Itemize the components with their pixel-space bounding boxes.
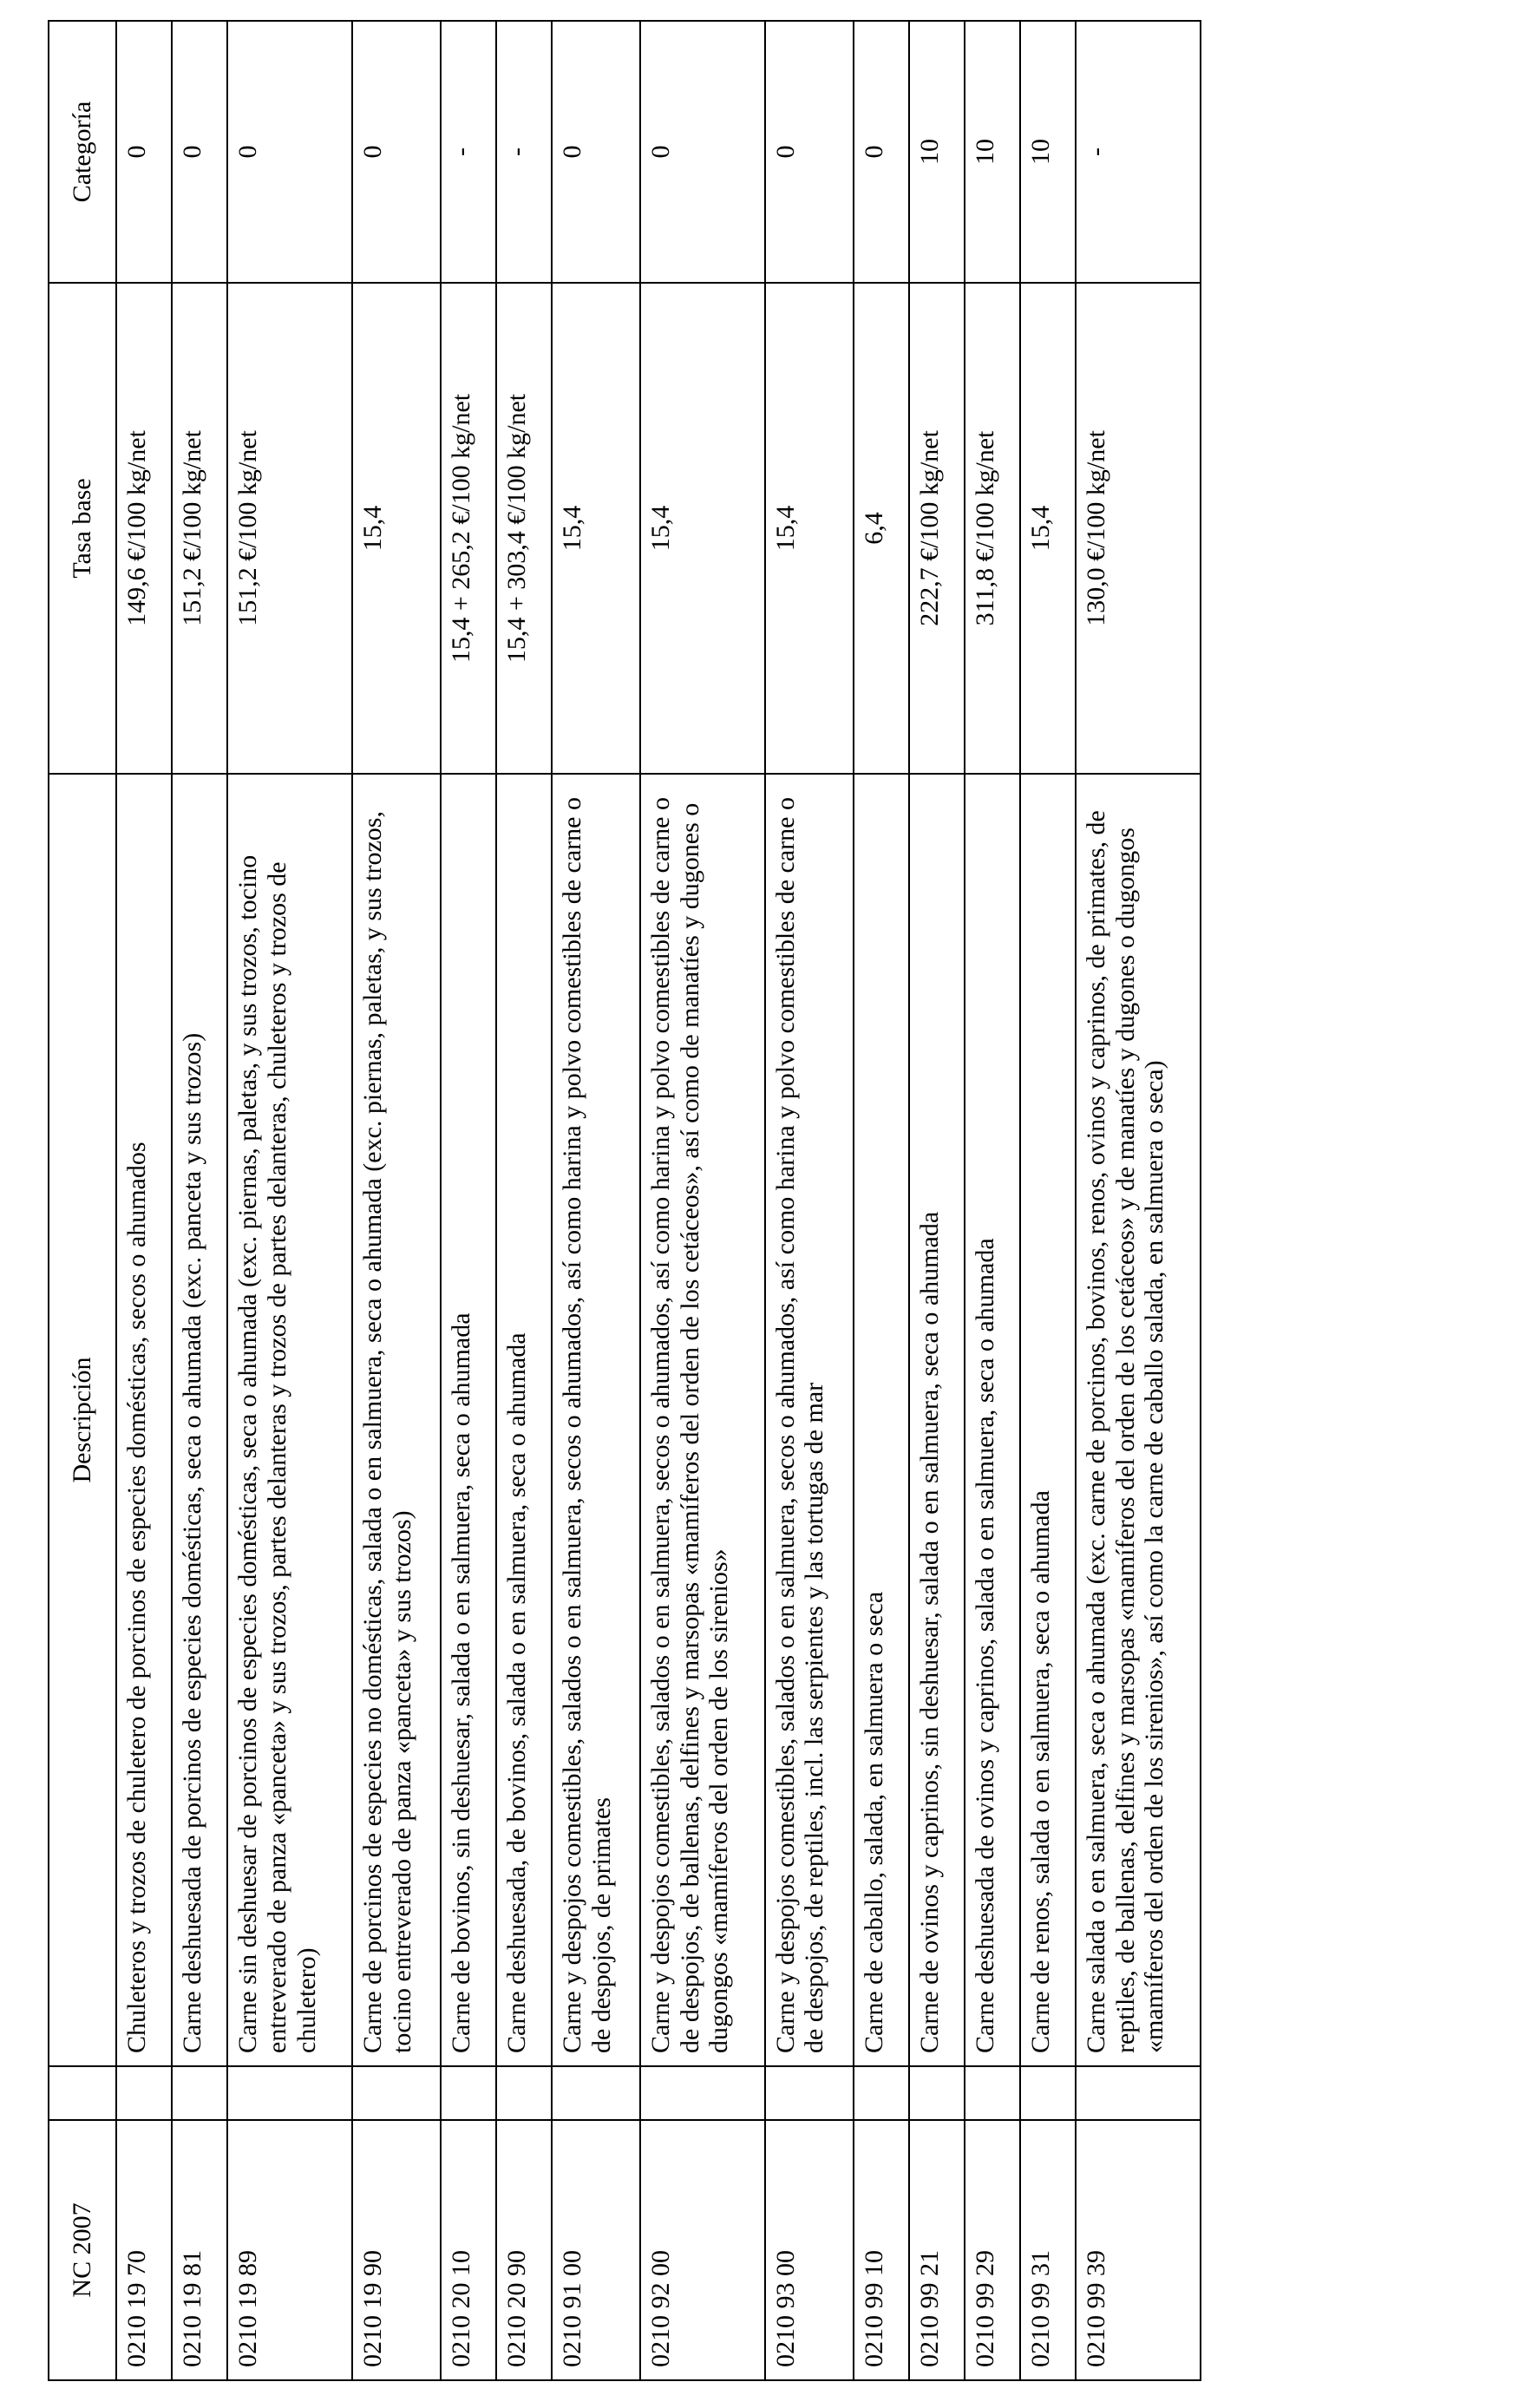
cell-code: 0210 91 00 (552, 2120, 640, 2380)
cell-rate: 15,4 (552, 283, 640, 774)
header-spacer (49, 2066, 116, 2120)
table-row (854, 21, 909, 2380)
cell-rate: 222,7 €/100 kg/net (909, 283, 965, 774)
table-header-row (49, 21, 116, 2380)
cell-category: 10 (965, 21, 1020, 283)
cell-rate: 151,2 €/100 kg/net (172, 283, 227, 774)
cell-rate: 15,4 (352, 283, 441, 774)
cell-rate: 15,4 + 265,2 €/100 kg/net (441, 283, 496, 774)
cell-code: 0210 19 70 (116, 2120, 172, 2380)
cell-spacer (1076, 2066, 1201, 2120)
cell-rate: 311,8 €/100 kg/net (965, 283, 1020, 774)
cell-category: 0 (172, 21, 227, 283)
cell-rate: 15,4 (765, 283, 854, 774)
table-row (909, 21, 965, 2380)
header-description: Descripción (49, 774, 116, 2066)
cell-spacer (965, 2066, 1020, 2120)
cell-category: 0 (227, 21, 352, 283)
cell-rate: 15,4 (1020, 283, 1076, 774)
table-row (640, 21, 765, 2380)
cell-category: 0 (552, 21, 640, 283)
cell-category: 0 (352, 21, 441, 283)
cell-spacer (441, 2066, 496, 2120)
cell-code: 0210 19 89 (227, 2120, 352, 2380)
table-row (965, 21, 1020, 2380)
cell-description: Carne deshuesada de porcinos de especies domésticas, seca o ahumada (exc. panceta y sus trozos) (172, 774, 227, 2066)
cell-rate: 6,4 (854, 283, 909, 774)
cell-description: Carne de caballo, salada, en salmuera o seca (854, 774, 909, 2066)
tariff-table (48, 20, 1201, 2381)
table-row (552, 21, 640, 2380)
cell-spacer (116, 2066, 172, 2120)
table-row (227, 21, 352, 2380)
cell-description: Carne deshuesada, de bovinos, salada o en salmuera, seca o ahumada (496, 774, 552, 2066)
header-rate: Tasa base (49, 283, 116, 774)
cell-description: Carne sin deshuesar de porcinos de especies domésticas, seca o ahumada (exc. piernas, paletas, y sus trozos, tocino entreverado de panza «panceta» y sus trozos, partes delanteras y trozos de partes delanteras, chuleteros y trozos de chuletero) (227, 774, 352, 2066)
cell-description: Carne y despojos comestibles, salados o en salmuera, secos o ahumados, así como harina y polvo comestibles de carne o de despojos, de ballenas, delfines y marsopas «mamíferos del orden de los cetáceos», así como de manatíes y dugones o dugongos «mamíferos del orden de los sirenios» (640, 774, 765, 2066)
cell-code: 0210 20 10 (441, 2120, 496, 2380)
cell-spacer (765, 2066, 854, 2120)
cell-spacer (1020, 2066, 1076, 2120)
cell-description: Chuleteros y trozos de chuletero de porcinos de especies domésticas, secos o ahumados (116, 774, 172, 2066)
cell-spacer (496, 2066, 552, 2120)
cell-rate: 149,6 €/100 kg/net (116, 283, 172, 774)
cell-description: Carne de renos, salada o en salmuera, seca o ahumada (1020, 774, 1076, 2066)
cell-rate: 15,4 (640, 283, 765, 774)
table-row (441, 21, 496, 2380)
cell-spacer (352, 2066, 441, 2120)
cell-category: - (1076, 21, 1201, 283)
cell-spacer (854, 2066, 909, 2120)
cell-code: 0210 99 21 (909, 2120, 965, 2380)
table-row (1076, 21, 1201, 2380)
rotated-page (48, 22, 1201, 2381)
cell-code: 0210 99 31 (1020, 2120, 1076, 2380)
cell-category: - (441, 21, 496, 283)
cell-spacer (640, 2066, 765, 2120)
cell-rate: 151,2 €/100 kg/net (227, 283, 352, 774)
cell-description: Carne y despojos comestibles, salados o en salmuera, secos o ahumados, así como harina y polvo comestibles de carne o de despojos, de primates (552, 774, 640, 2066)
table-row (765, 21, 854, 2380)
cell-code: 0210 99 39 (1076, 2120, 1201, 2380)
cell-description: Carne de bovinos, sin deshuesar, salada o en salmuera, seca o ahumada (441, 774, 496, 2066)
cell-code: 0210 93 00 (765, 2120, 854, 2380)
cell-category: - (496, 21, 552, 283)
cell-category: 0 (116, 21, 172, 283)
cell-description: Carne deshuesada de ovinos y caprinos, salada o en salmuera, seca o ahumada (965, 774, 1020, 2066)
header-code: NC 2007 (49, 2120, 116, 2380)
cell-spacer (172, 2066, 227, 2120)
table-row (116, 21, 172, 2380)
table-row (172, 21, 227, 2380)
cell-code: 0210 92 00 (640, 2120, 765, 2380)
cell-spacer (552, 2066, 640, 2120)
cell-category: 0 (640, 21, 765, 283)
cell-rate: 130,0 €/100 kg/net (1076, 283, 1201, 774)
cell-category: 10 (909, 21, 965, 283)
cell-code: 0210 19 90 (352, 2120, 441, 2380)
cell-description: Carne salada o en salmuera, seca o ahumada (exc. carne de porcinos, bovinos, renos, ovinos y caprinos, de primates, de reptiles, de ballenas, delfines y marsopas «mamíferos del orden de los cetáceos» y de manatíes y dugones o dugongos «mamíferos del orden de los sirenios», así como la carne de caballo salada, en salmuera o seca) (1076, 774, 1201, 2066)
cell-code: 0210 20 90 (496, 2120, 552, 2380)
header-category: Categoría (49, 21, 116, 283)
cell-category: 0 (765, 21, 854, 283)
cell-description: Carne de porcinos de especies no domésticas, salada o en salmuera, seca o ahumada (exc. piernas, paletas, y sus trozos, tocino entreverado de panza «panceta» y sus trozos) (352, 774, 441, 2066)
cell-rate: 15,4 + 303,4 €/100 kg/net (496, 283, 552, 774)
table-row (496, 21, 552, 2380)
cell-spacer (227, 2066, 352, 2120)
cell-description: Carne y despojos comestibles, salados o en salmuera, secos o ahumados, así como harina y polvo comestibles de carne o de despojos, de reptiles, incl. las serpientes y las tortugas de mar (765, 774, 854, 2066)
cell-code: 0210 99 10 (854, 2120, 909, 2380)
cell-code: 0210 99 29 (965, 2120, 1020, 2380)
table-row (1020, 21, 1076, 2380)
cell-spacer (909, 2066, 965, 2120)
cell-category: 10 (1020, 21, 1076, 283)
cell-category: 0 (854, 21, 909, 283)
table-row (352, 21, 441, 2380)
cell-description: Carne de ovinos y caprinos, sin deshuesar, salada o en salmuera, seca o ahumada (909, 774, 965, 2066)
cell-code: 0210 19 81 (172, 2120, 227, 2380)
